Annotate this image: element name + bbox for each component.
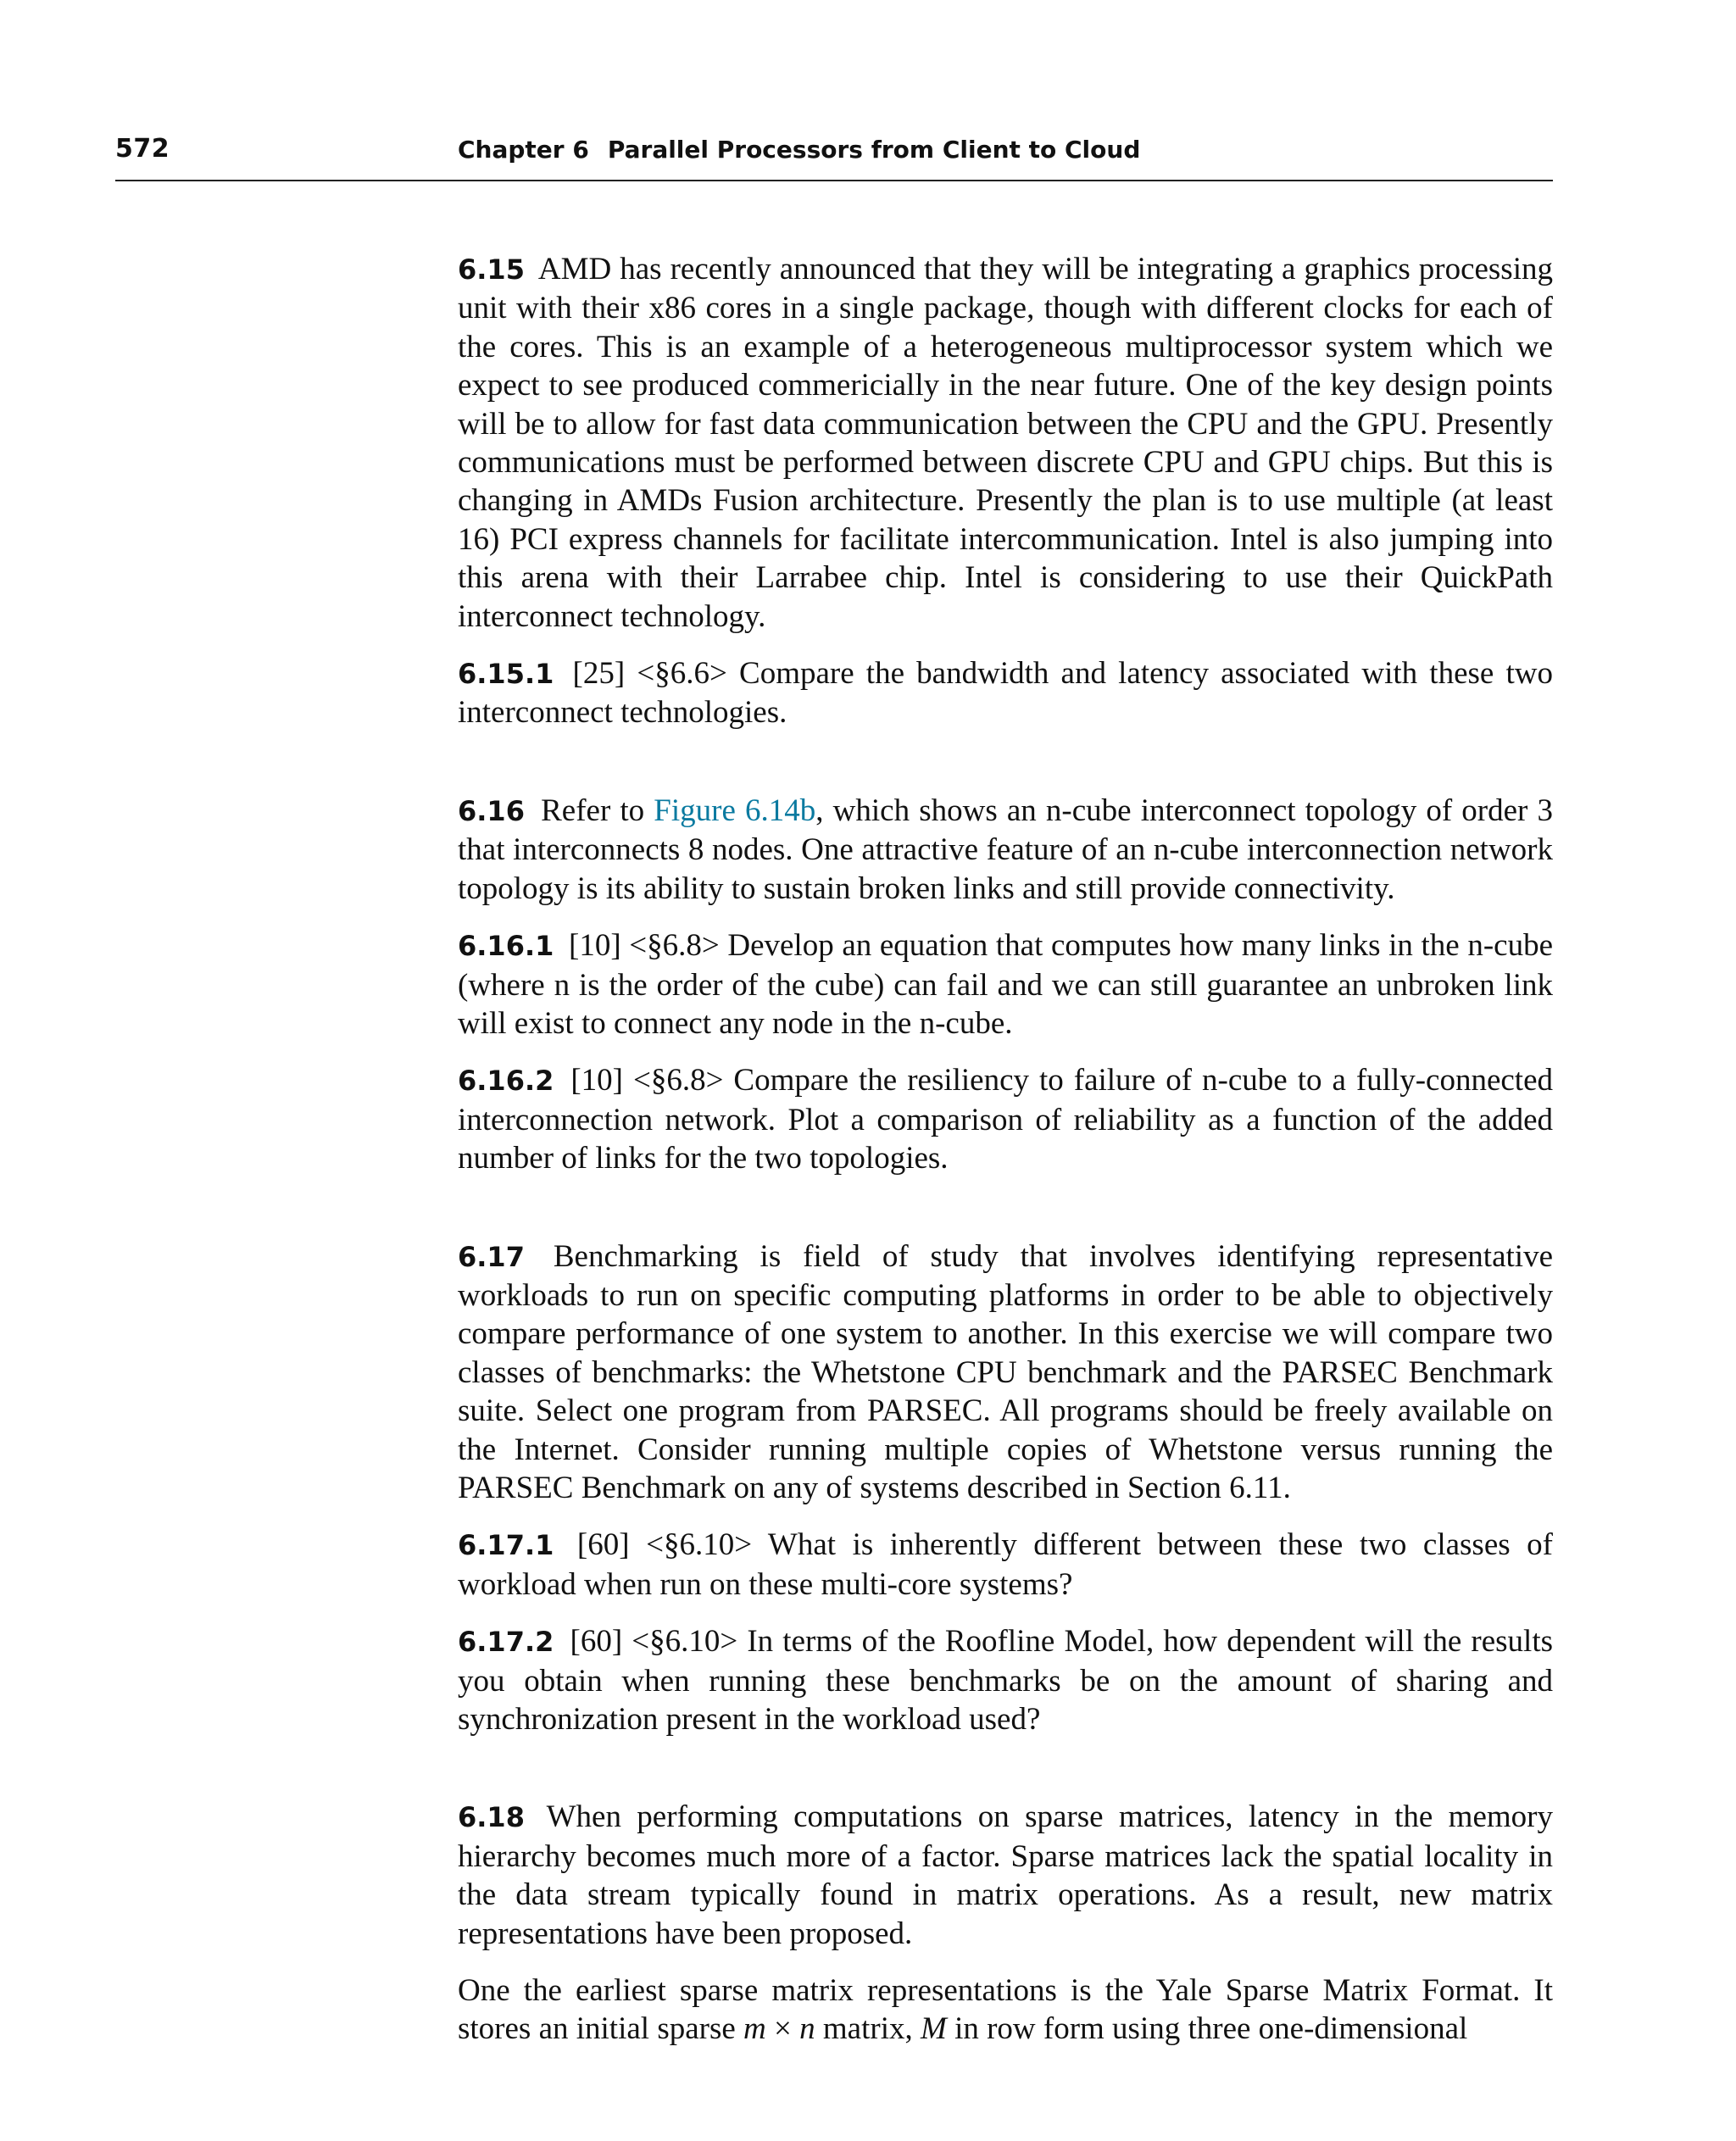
exercise-number: 6.15.1 <box>458 658 554 691</box>
math-M: M <box>920 2011 947 2047</box>
page-number: 572 <box>115 134 170 164</box>
exercise-text: AMD has recently announced that they will be integrating a graphics processing unit with their x86 cores in a single package, though with different clocks for each of the cores. This is an example of a heterogeneous multiprocessor system which we expect to see produced commericially in the near future. One of the key design points will be to allow for fast data communication between the CPU and the GPU. Presently communications must be performed between discrete CPU and GPU chips. But this is changing in AMDs Fusion architecture. Presently the plan is to use multiple (at least 16) PCI express channels for facilitate intercommunication. Intel is also jumping into this arena with their Larrabee chip. Intel is considering to use their QuickPath interconnect technology. <box>458 252 1553 634</box>
exercise-6-17-2 <box>458 1622 1553 1738</box>
figure-link[interactable]: Figure 6.14b <box>654 792 816 828</box>
running-head <box>458 136 1140 164</box>
exercise-6-16 <box>458 792 1553 908</box>
exercise-text: [25] <§6.6> Compare the bandwidth and latency associated with these two interconnect technologies. <box>458 656 1553 731</box>
exercise-number: 6.17.2 <box>458 1626 554 1659</box>
page-body <box>458 250 1553 2049</box>
exercise-number: 6.17 <box>458 1240 525 1273</box>
text-part: in row form using three one-dimensional <box>946 2011 1468 2047</box>
chapter-title: Parallel Processors from Client to Cloud <box>607 136 1141 164</box>
exercise-number: 6.15 <box>458 253 525 286</box>
exercise-text: [10] <§6.8> Develop an equation that computes how many links in the n-cube (where n is the order of the cube) can fail and we can still guarantee an unbroken link will exist to connect any node in the n-cube. <box>458 928 1553 1041</box>
exercise-text: [10] <§6.8> Compare the resiliency to failure of n-cube to a fully-connected interconnection network. Plot a comparison of reliability as a function of the added number of links for the two topologies. <box>458 1063 1554 1176</box>
text-part: One the earliest sparse matrix representations is the Yale Sparse Matrix Format. It stores an initial sparse <box>458 1973 1553 2047</box>
exercise-text-pre: Refer to <box>541 792 654 828</box>
exercise-text: [60] <§6.10> In terms of the Roofline Model, how dependent will the results you obtain when running these benchmarks be on the amount of sharing and synchronization present in the workload used? <box>458 1624 1554 1737</box>
math-times: × <box>765 2011 800 2047</box>
exercise-text: Benchmarking is field of study that involves identifying representative workloads to run on specific computing platforms in order to be able to objectively compare performance of one system to another. In this exercise we will compare two classes of benchmarks: the Whetstone CPU benchmark and the PARSEC Benchmark suite. Select one program from PARSEC. All programs should be freely available on the Internet. Consider running multiple copies of Whetstone versus running the PARSEC Benchmark on any of systems described in Section 6.11. <box>458 1238 1553 1505</box>
exercise-6-16-2 <box>458 1061 1553 1177</box>
math-n: n <box>799 2011 815 2047</box>
exercise-text: When performing computations on sparse matrices, latency in the memory hierarchy becomes much more of a factor. Sparse matrices lack the spatial locality in the data stream typically found in matrix operations. As a result, new matrix representations have been proposed. <box>458 1799 1553 1951</box>
exercise-6-18 <box>458 1798 1553 1953</box>
chapter-label: Chapter 6 <box>458 136 589 164</box>
exercise-number: 6.16.1 <box>458 930 554 963</box>
exercise-6-17 <box>458 1237 1553 1508</box>
exercise-number: 6.17.1 <box>458 1529 554 1562</box>
header-rule <box>115 180 1553 181</box>
exercise-6-15 <box>458 250 1553 636</box>
exercise-text: , which shows an n-cube interconnect topology of order 3 that interconnects 8 nodes. One attractive feature of an n-cube interconnection network topology is its ability to sustain broken links and still provide connectivity. <box>458 792 1554 906</box>
math-m: m <box>743 2011 766 2047</box>
exercise-number: 6.16 <box>458 794 525 827</box>
exercise-6-15-1 <box>458 654 1553 732</box>
exercise-number: 6.16.2 <box>458 1065 554 1098</box>
exercise-number: 6.18 <box>458 1801 525 1834</box>
text-part: matrix, <box>815 2011 921 2047</box>
exercise-6-16-1 <box>458 926 1553 1043</box>
exercise-6-17-1 <box>458 1526 1553 1604</box>
exercise-6-18-continuation <box>458 1971 1553 2049</box>
exercise-text: [60] <§6.10> What is inherently different between these two classes of workload when run on these multi-core systems? <box>458 1527 1553 1602</box>
